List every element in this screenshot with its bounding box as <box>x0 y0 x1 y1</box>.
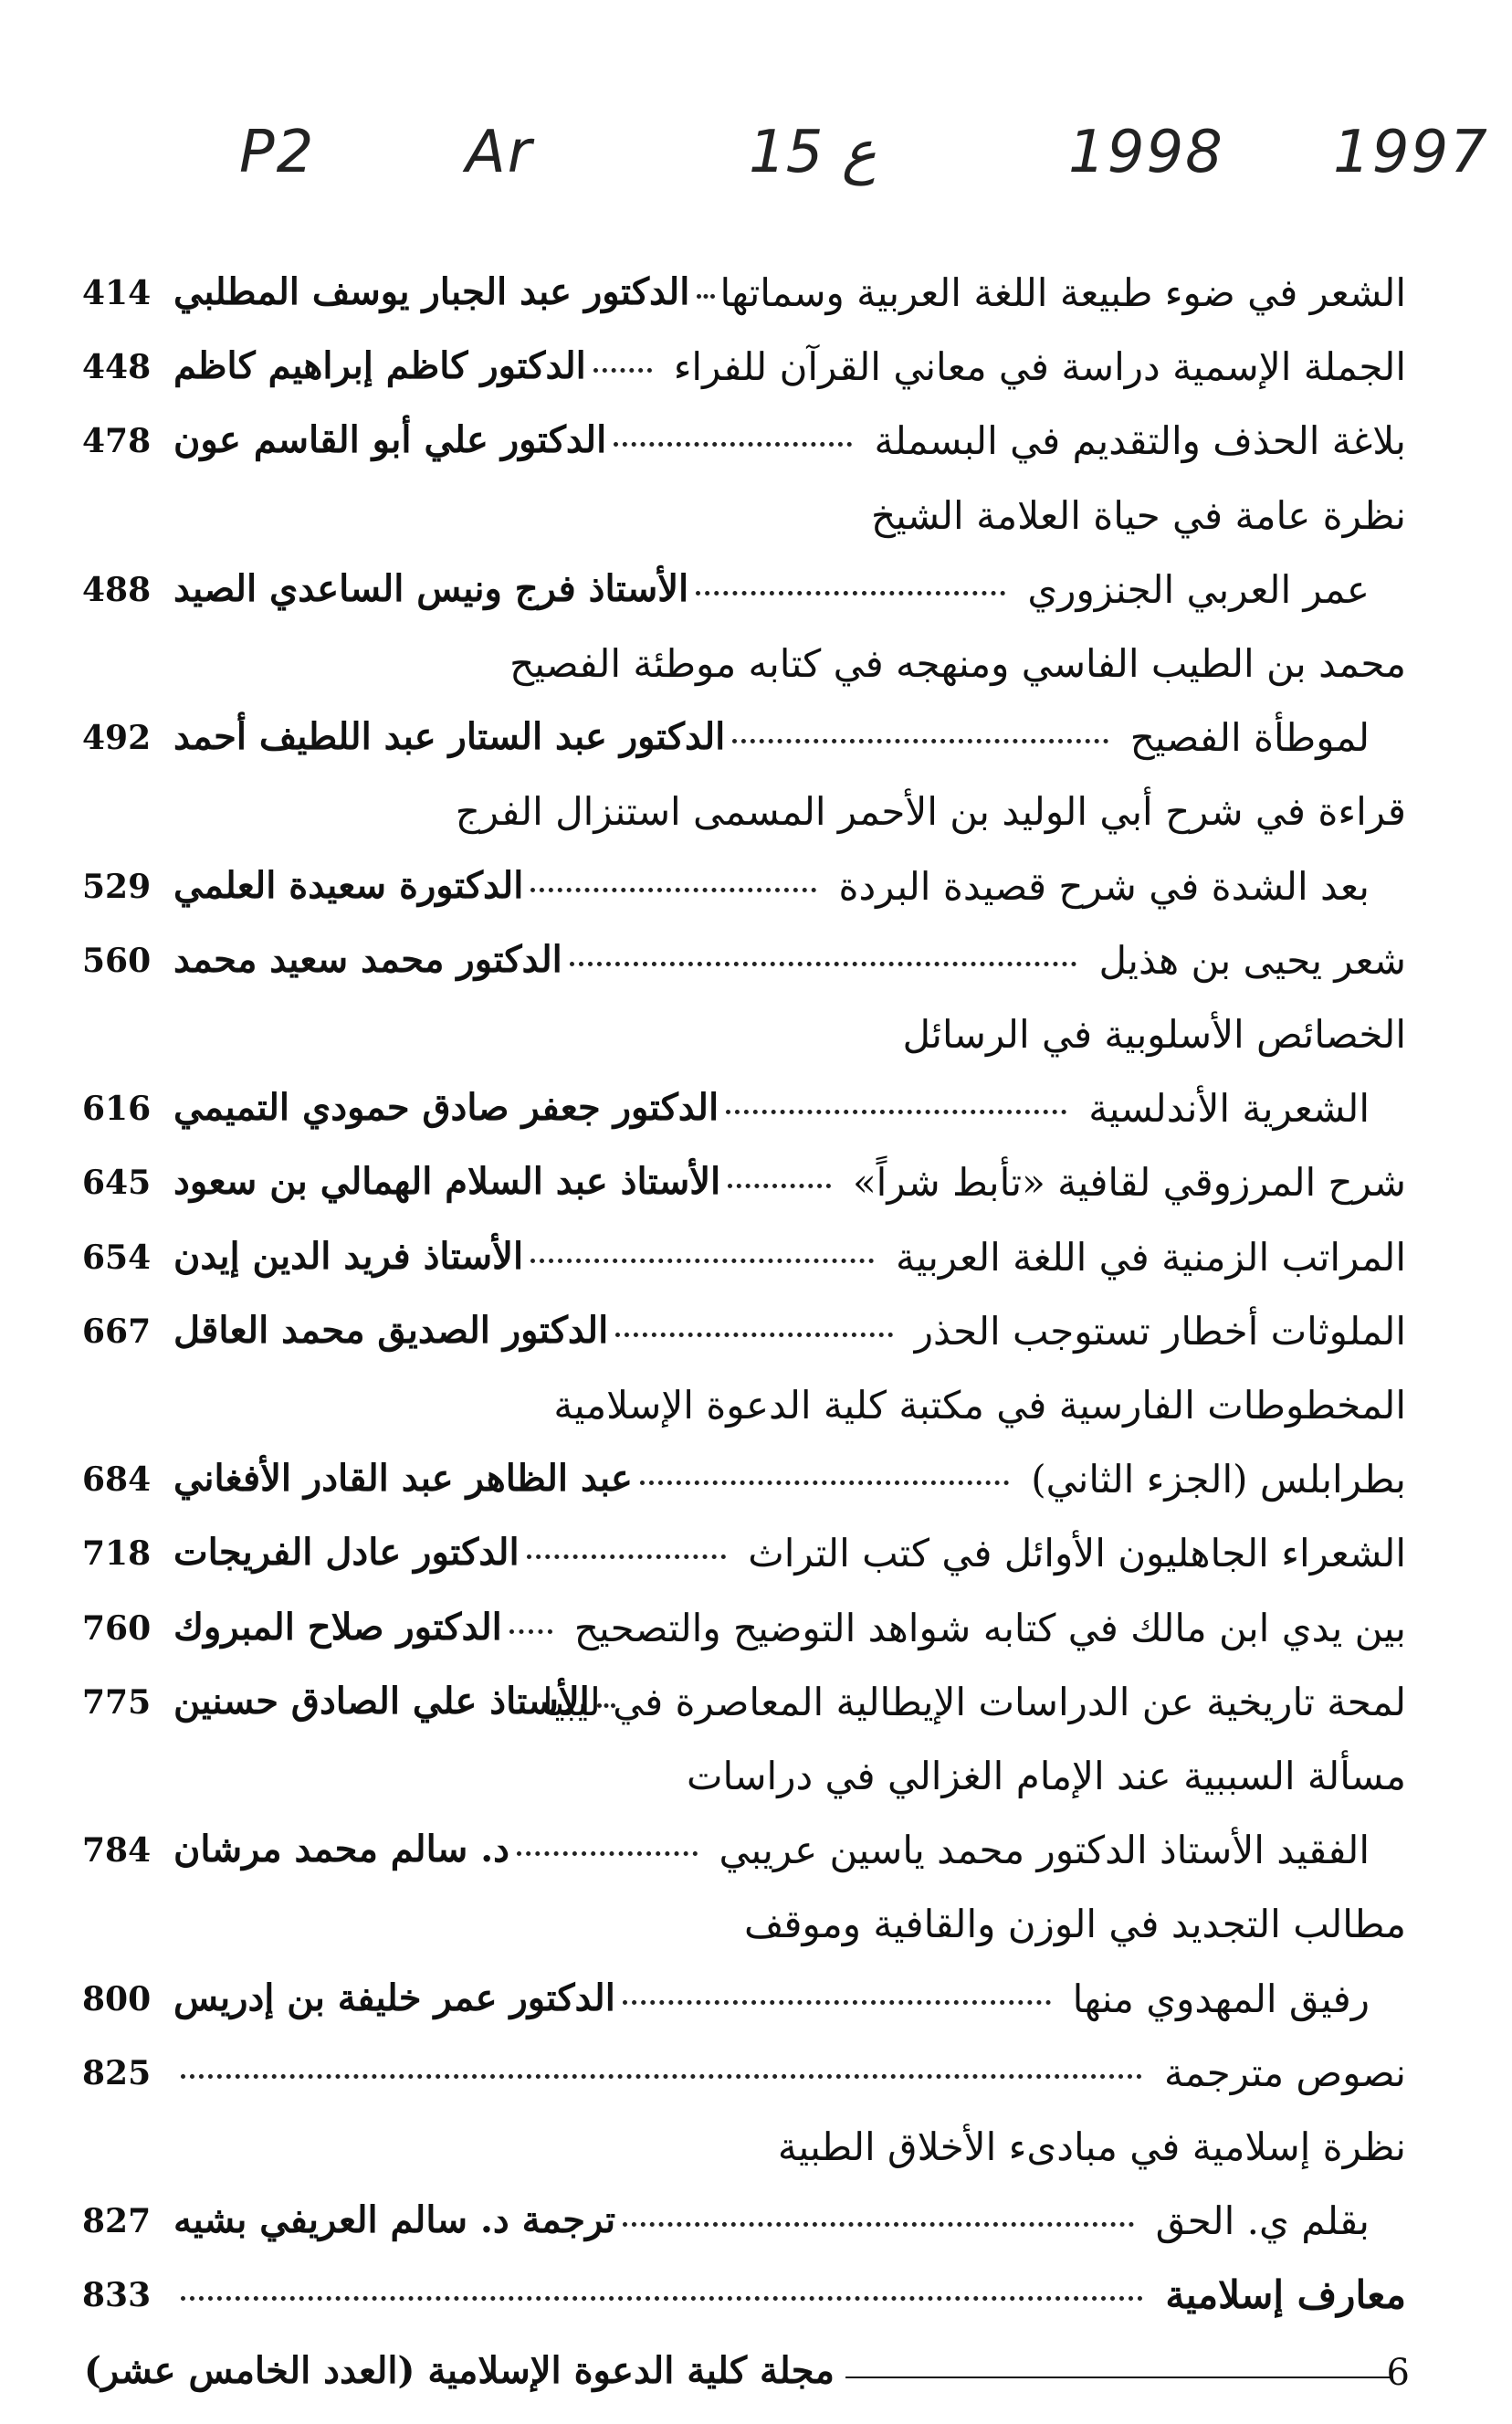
toc-entry-title: الفقيد الأستاذ الدكتور محمد ياسين عريبي <box>719 1828 1370 1872</box>
toc-entry-title: الخصائص الأسلوبية في الرسائل <box>902 1012 1406 1057</box>
footer-journal-title: مجلة كلية الدعوة الإسلامية (العدد الخامس عشر) <box>84 2349 835 2392</box>
toc-dot-leader <box>597 1700 615 1708</box>
toc-entry-title: مسألة السببية عند الإمام الغزالي في دراسات <box>687 1754 1406 1798</box>
toc-entry-title: الجملة الإسمية دراسة في معاني القرآن للفراء <box>673 344 1406 389</box>
toc-entry <box>82 1973 1406 2046</box>
toc-entry-page: 478 <box>82 422 152 460</box>
toc-entry-title: الشعر في ضوء طبيعة اللغة العربية وسماتها <box>719 270 1406 315</box>
toc-entry-author: د. سالم محمد مرشان <box>173 1828 509 1871</box>
toc-entry <box>82 934 1406 1007</box>
toc-entry-title: المخطوطات الفارسية في مكتبة كلية الدعوة الإسلامية <box>553 1383 1406 1428</box>
toc-entry-title: عمر العربي الجنزوري <box>1027 567 1370 612</box>
toc-dot-leader <box>640 1477 1009 1485</box>
toc-entry-page: 825 <box>82 2054 152 2092</box>
toc-dot-leader <box>517 1848 698 1856</box>
toc-dot-leader <box>509 1626 552 1634</box>
toc-entry-page: 775 <box>82 1683 152 1722</box>
toc-entry-title: بطرابلس (الجزء الثاني) <box>1031 1457 1406 1502</box>
toc-entry <box>82 490 1406 563</box>
toc-entry <box>82 1676 1406 1749</box>
toc-dot-leader <box>593 364 652 373</box>
toc-entry-title: شرح المرزوقي لقافية «تأبط شراً» <box>852 1160 1406 1205</box>
toc-entry-page: 492 <box>82 719 152 757</box>
toc-dot-leader <box>530 884 816 892</box>
toc-entry-title: نظرة إسلامية في مبادىء الأخلاق الطبية <box>777 2124 1406 2169</box>
toc-entry-author: الدكتور عمر خليفة بن إدريس <box>173 1976 615 2019</box>
toc-entry-author: الأستاذ فرج ونيس الساعدي الصيد <box>173 567 689 610</box>
toc-entry <box>82 341 1406 414</box>
toc-entry-title: بعد الشدة في شرح قصيدة البردة <box>838 864 1370 909</box>
toc-entry-page: 667 <box>82 1312 152 1351</box>
toc-entry <box>82 2195 1406 2268</box>
toc-entry <box>82 1750 1406 1823</box>
toc-entry-author: الدكتور محمد سعيد محمد <box>173 938 562 981</box>
toc-entry <box>82 267 1406 340</box>
toc-entry <box>82 1008 1406 1081</box>
toc-entry-title: بلاغة الحذف والتقديم في البسملة <box>874 418 1406 463</box>
toc-entry-author: الدكتور عبد الجبار يوسف المطلبي <box>173 270 690 313</box>
toc-entry-title: نظرة عامة في حياة العلامة الشيخ <box>871 493 1406 538</box>
handwritten-year-1998: 1998 <box>1068 119 1224 186</box>
toc-entry-author: الأستاذ عبد السلام الهمالي بن سعود <box>173 1160 721 1203</box>
toc-entry-title: الشعراء الجاهليون الأوائل في كتب التراث <box>748 1531 1406 1576</box>
toc-entry-title: شعر يحيى بن هذيل <box>1098 938 1406 983</box>
toc-entry-title: رفيق المهدوي منها <box>1072 1976 1370 2021</box>
toc-entry <box>82 638 1406 711</box>
toc-entry-page: 616 <box>82 1090 152 1128</box>
toc-entry-author: الدكتور عبد الستار عبد اللطيف أحمد <box>173 715 726 758</box>
toc-entry-title: قراءة في شرح أبي الوليد بن الأحمر المسمى استنزال الفرج <box>455 789 1406 834</box>
toc-entry-title: الشعرية الأندلسية <box>1088 1086 1370 1131</box>
toc-entry-title: المراتب الزمنية في اللغة العربية <box>896 1235 1406 1280</box>
toc-entry-page: 529 <box>82 868 152 906</box>
toc-entry-author: الدكتور صلاح المبروك <box>173 1606 502 1649</box>
toc-entry <box>82 1824 1406 1897</box>
toc-entry-author: الأستاذ علي الصادق حسنين <box>173 1680 590 1723</box>
toc-dot-leader <box>732 735 1108 743</box>
toc-dot-leader <box>728 1180 831 1188</box>
toc-entry <box>82 1305 1406 1378</box>
toc-entry-title: معارف إسلامية <box>1165 2272 1406 2317</box>
toc-dot-leader <box>697 290 715 299</box>
toc-entry-title: لمحة تاريخية عن الدراسات الإيطالية المعاصرة في ليبيا <box>542 1680 1406 1724</box>
toc-entry-title: بقلم ي. الحق <box>1155 2198 1370 2243</box>
footer-rule-right <box>845 2377 1393 2378</box>
toc-entry <box>82 1602 1406 1675</box>
toc-entry-page: 684 <box>82 1460 152 1499</box>
toc-dot-leader <box>527 1551 726 1559</box>
toc-dot-leader <box>181 2071 1142 2079</box>
toc-entry-title: نصوص مترجمة <box>1163 2050 1406 2095</box>
toc-dot-leader <box>570 958 1076 966</box>
toc-dot-leader <box>530 1255 874 1263</box>
toc-dot-leader <box>623 1997 1051 2005</box>
toc-entry-page: 784 <box>82 1831 152 1870</box>
toc-entry <box>82 1453 1406 1526</box>
toc-entry-author: الدكتور الصديق محمد العاقل <box>173 1309 609 1352</box>
toc-entry <box>82 1082 1406 1155</box>
toc-entry-page: 760 <box>82 1609 152 1648</box>
toc-entry-page: 833 <box>82 2276 152 2314</box>
toc-entry-title: محمد بن الطيب الفاسي ومنهجه في كتابه موطئة الفصيح <box>509 641 1406 686</box>
toc-entry-author: عبد الظاهر عبد القادر الأفغاني <box>173 1457 633 1500</box>
toc-entry-page: 800 <box>82 1980 152 2018</box>
toc-entry <box>82 1156 1406 1229</box>
toc-dot-leader <box>614 438 852 447</box>
toc-entry <box>82 415 1406 488</box>
toc-entry <box>82 860 1406 933</box>
toc-entry-page: 448 <box>82 348 152 386</box>
toc-entry-author: الدكتور كاظم إبراهيم كاظم <box>173 344 586 387</box>
toc-dot-leader <box>615 1329 893 1337</box>
toc-entry-page: 718 <box>82 1534 152 1573</box>
toc-dot-leader <box>181 2292 1143 2301</box>
toc-entry-title: الملوثات أخطار تستوجب الحذر <box>914 1309 1406 1354</box>
toc-entry <box>82 2269 1406 2342</box>
toc-entry <box>82 564 1406 637</box>
toc-entry <box>82 2121 1406 2194</box>
toc-entry-page: 488 <box>82 571 152 609</box>
handwritten-issue: 15 ع <box>749 119 877 186</box>
toc-entry <box>82 711 1406 785</box>
toc-entry-author: الدكتور علي أبو القاسم عون <box>173 418 607 461</box>
handwritten-code-p2: P2 <box>239 119 316 186</box>
toc-entry-author: ترجمة د. سالم العريفي بشيه <box>173 2198 616 2241</box>
toc-entry <box>82 1231 1406 1304</box>
toc-dot-leader <box>726 1106 1066 1114</box>
handwritten-year-1997: 1997 <box>1333 119 1489 186</box>
toc-entry-page: 827 <box>82 2202 152 2240</box>
footer-page-number: 6 <box>1386 2352 1410 2394</box>
toc-entry-title: لموطأة الفصيح <box>1129 715 1370 760</box>
toc-entry-page: 654 <box>82 1238 152 1277</box>
toc-dot-leader <box>623 2218 1134 2227</box>
toc-entry <box>82 785 1406 859</box>
toc-entry <box>82 1898 1406 1971</box>
toc-entry-author: الدكتورة سعيدة العلمي <box>173 864 524 907</box>
toc-entry-author: الدكتور جعفر صادق حمودي التميمي <box>173 1086 719 1129</box>
toc-entry-title: بين يدي ابن مالك في كتابه شواهد التوضيح والتصحيح <box>573 1606 1406 1650</box>
toc-entry-page: 645 <box>82 1164 152 1202</box>
toc-entry-page: 560 <box>82 942 152 980</box>
toc-entry-title: مطالب التجديد في الوزن والقافية وموقف <box>743 1902 1406 1946</box>
toc-entry <box>82 1527 1406 1600</box>
handwritten-code-ar: Ar <box>466 119 534 186</box>
toc-entry-author: الأستاذ فريد الدين إيدن <box>173 1235 524 1278</box>
toc-entry-author: الدكتور عادل الفريجات <box>173 1531 520 1574</box>
toc-entry <box>82 2047 1406 2120</box>
toc-entry-page: 414 <box>82 274 152 312</box>
toc-entry <box>82 1379 1406 1452</box>
toc-dot-leader <box>696 587 1005 595</box>
